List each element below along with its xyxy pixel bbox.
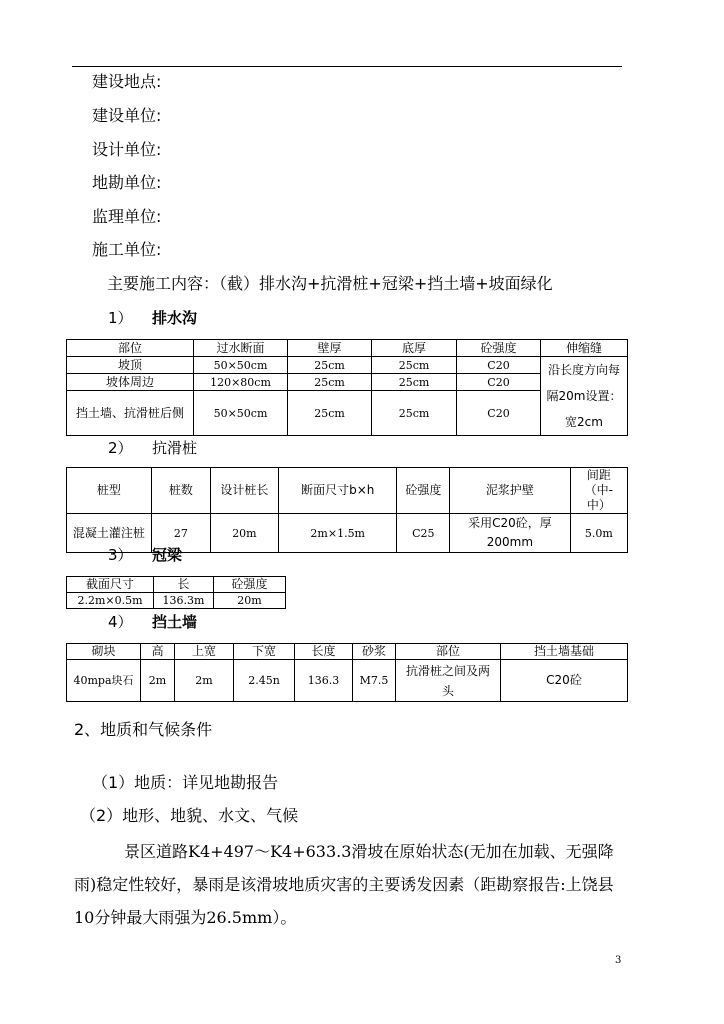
table-header: 长度 [295, 644, 353, 660]
section-number: 1） [108, 309, 133, 327]
table-header: 砼强度 [457, 340, 541, 357]
table-cell: C20 [457, 391, 541, 436]
section-number: 2） [108, 439, 133, 457]
info-builder: 建设单位: [92, 106, 162, 125]
pile-table [66, 467, 628, 553]
info-contractor: 施工单位: [92, 240, 162, 259]
table-header: 砼强度 [397, 468, 450, 514]
main-content: 主要施工内容：（截）排水沟+抗滑桩+冠梁+挡土墙+坡面绿化 [107, 274, 553, 293]
beam-table [66, 576, 286, 609]
table-header: 壁厚 [288, 340, 372, 357]
page-number: 3 [615, 955, 622, 966]
table-header: 部位 [396, 644, 501, 660]
table-cell: 5.0m [570, 514, 627, 553]
table-cell-joint: 沿长度方向每隔20m设置：宽2cm [541, 357, 628, 436]
table-cell: 2m [175, 660, 234, 702]
section-number: 3） [108, 546, 133, 564]
table-cell: 27 [151, 514, 210, 553]
table-cell: 20m [214, 593, 286, 609]
table-cell: 25cm [372, 391, 457, 436]
table-header: 间距（中-中） [570, 468, 627, 514]
section-heading-2 [108, 438, 197, 458]
table-cell: M7.5 [353, 660, 396, 702]
table-cell: 50×50cm [194, 357, 288, 374]
table-cell: 25cm [288, 357, 372, 374]
section-title: 排水沟 [152, 309, 198, 327]
table-cell: 2m [141, 660, 175, 702]
section-title: 冠梁 [152, 546, 183, 564]
section-number: 4） [108, 613, 133, 631]
table-cell: 25cm [288, 374, 372, 391]
table-cell: C20 [457, 374, 541, 391]
table-header: 设计桩长 [210, 468, 278, 514]
table-cell: C20 [457, 357, 541, 374]
info-designer: 设计单位: [92, 140, 162, 159]
table-header: 长 [154, 577, 214, 593]
table-cell: 120×80cm [194, 374, 288, 391]
section-title: 挡土墙 [152, 613, 198, 631]
table-cell: 2.2m×0.5m [67, 593, 154, 609]
table-cell: 20m [210, 514, 278, 553]
table-cell: 25cm [372, 374, 457, 391]
table-header: 截面尺寸 [67, 577, 154, 593]
table-cell: 抗滑桩之间及两头 [396, 660, 501, 702]
table-header: 下宽 [234, 644, 295, 660]
table-cell: 挡土墙、抗滑桩后侧 [67, 391, 194, 436]
section-heading-4 [108, 612, 197, 632]
table-header: 伸缩缝 [541, 340, 628, 357]
table-header: 泥浆护壁 [450, 468, 571, 514]
wall-table [66, 643, 628, 702]
table-header: 断面尺寸b×h [278, 468, 397, 514]
table-cell: 40mpa块石 [67, 660, 141, 702]
info-location: 建设地点: [92, 72, 162, 91]
table-header: 过水断面 [194, 340, 288, 357]
table-cell: 坡顶 [67, 357, 194, 374]
section-heading-3 [108, 545, 182, 565]
table-cell: 50×50cm [194, 391, 288, 436]
info-supervisor: 监理单位: [92, 207, 162, 226]
table-header: 上宽 [175, 644, 234, 660]
table-header: 砂浆 [353, 644, 396, 660]
table-cell: 25cm [288, 391, 372, 436]
geology-line: （1）地质：详见地勘报告 [92, 773, 279, 792]
header-rule [72, 66, 622, 67]
table-cell: 136.3 [295, 660, 353, 702]
table-cell: 混凝土灌注桩 [67, 514, 152, 553]
section-heading-1 [108, 308, 197, 328]
table-header: 高 [141, 644, 175, 660]
landslide-paragraph: 景区道路K4+497～K4+633.3滑坡在原始状态(无加在加载、无强降雨)稳定性较好，暴雨是该滑坡地质灾害的主要诱发因素（距勘察报告:上饶县10分钟最大雨强为26.5mm）。 [74, 842, 614, 927]
table-header: 挡土墙基础 [501, 644, 628, 660]
table-cell: 2.45n [234, 660, 295, 702]
section-heading-geology-climate: 2、地质和气候条件 [74, 720, 213, 739]
table-cell: 坡体周边 [67, 374, 194, 391]
table-header: 桩数 [151, 468, 210, 514]
terrain-line: （2）地形、地貌、水文、气候 [80, 806, 299, 825]
table-header: 砼强度 [214, 577, 286, 593]
table-cell: C25 [397, 514, 450, 553]
table-cell: 136.3m [154, 593, 214, 609]
table-header: 底厚 [372, 340, 457, 357]
section-title: 抗滑桩 [152, 439, 198, 457]
table-cell: 2m×1.5m [278, 514, 397, 553]
table-header: 桩型 [67, 468, 152, 514]
table-header: 砌块 [67, 644, 141, 660]
info-survey: 地勘单位: [92, 173, 162, 192]
table-cell: 采用C20砼，厚200mm [450, 514, 571, 553]
table-cell: C20砼 [501, 660, 628, 702]
table-cell: 25cm [372, 357, 457, 374]
drainage-table [66, 339, 628, 436]
table-header: 部位 [67, 340, 194, 357]
